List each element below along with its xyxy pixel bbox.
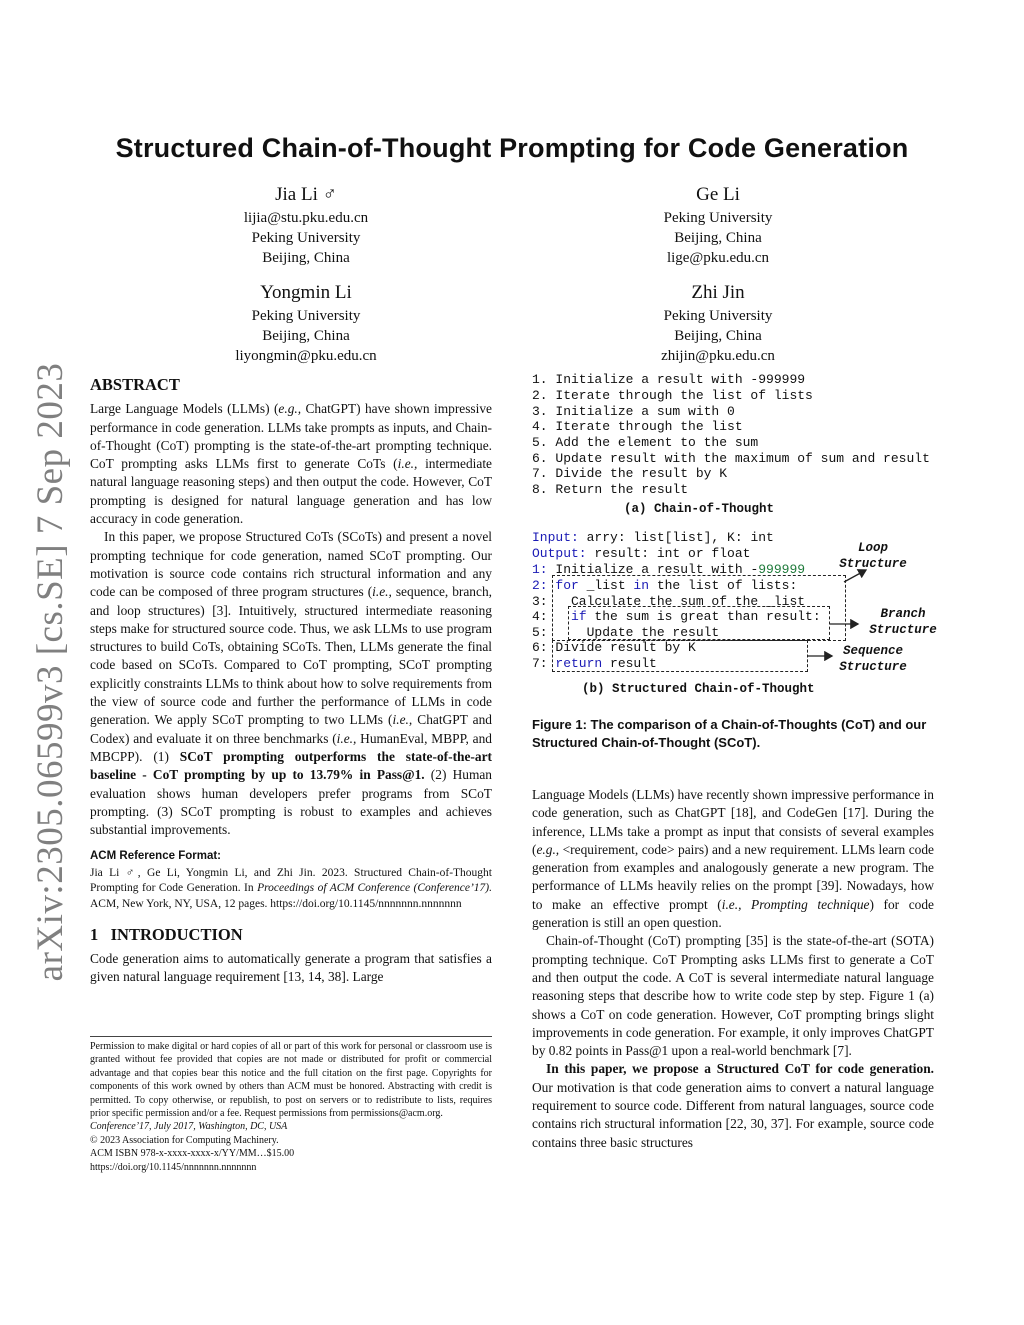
author-email[interactable]: lijia@stu.pku.edu.cn — [243, 210, 369, 226]
author-name: Ge Li — [696, 184, 740, 205]
author-block-4 — [568, 281, 868, 366]
acm-reference-heading: ACM Reference Format: — [90, 850, 221, 863]
abstract-heading: ABSTRACT — [90, 375, 180, 394]
figure-1 — [532, 372, 952, 702]
author-block-3 — [156, 281, 456, 366]
author-location: Beijing, China — [674, 230, 762, 246]
intro-paragraph-cot: Chain-of-Thought (CoT) prompting [35] is the state-of-the-art (SOTA) prompting technique. CoT Prompting asks LLMs first to generate a CoT and then output the code. A CoT is several intermediate natural language reasoning steps that describe how to write code step by step. Figure 1 (a) shows a CoT on code generation. However, CoT prompting brings slight improvements in code generation. For example, it only improves ChatGPT by 0.82 points in Pass@1 upon a real-world benchmark [7]. — [532, 933, 934, 1059]
loop-structure-label: Loop Structure — [839, 541, 907, 571]
left-column — [90, 376, 492, 986]
cot-step: 8. Return the result — [532, 482, 689, 497]
conference-line: Conference’17, July 2017, Washington, DC, USA — [90, 1121, 288, 1133]
copyright-line: © 2023 Association for Computing Machinery. — [90, 1134, 279, 1146]
intro-paragraph-proposal: In this paper, we propose a Structured CoT for code generation. Our motivation is that code generation aims to convert a natural language requirement to source code. Different from natural languages, source code contains rich structural information [22, 30, 37]. For example, source code contains three basic structures — [532, 1061, 934, 1150]
author-block-1 — [156, 183, 456, 268]
author-email[interactable]: lige@pku.edu.cn — [666, 250, 770, 266]
author-name: Yongmin Li — [260, 282, 352, 303]
isbn-line: ACM ISBN 978-x-xxxx-xxxx-x/YY/MM…$15.00 — [90, 1148, 295, 1160]
figure-1-caption: Figure 1: The comparison of a Chain-of-Thoughts (CoT) and our Structured Chain-of-Thought (SCoT). — [532, 717, 927, 750]
paper-title: Structured Chain-of-Thought Prompting for Code Generation — [115, 133, 909, 163]
branch-structure-label: Branch Structure — [869, 607, 937, 637]
abstract-paragraph-2: In this paper, we propose Structured CoTs (SCoTs) and present a novel prompting technique for code generation, named SCoT prompting. Our motivation is source code contains rich structural information and any code can be composed of three program structures (i.e., sequence, branch, and loop structures) [3]. Intuitively, structured intermediate reasoning steps make for structured source code. Thus, we ask LLMs to use program structures to build CoTs, obtaining SCoTs. Then, LLMs generate the final code based on SCoTs. Compared to CoT prompting, SCoT prompting explicitly constraints LLMs to think about how to solve requirements from the view of source code and further the performance of LLMs in code generation. We apply SCoT prompting to two LLMs (i.e., ChatGPT and Codex) and evaluate it on three benchmarks (i.e., HumanEval, MBPP, and MBCPP). (1) SCoT prompting outperforms the state-of-the-art baseline - CoT prompting by up to 13.79% in Pass@1. (2) Human evaluation shows human developers prefer programs from SCoT prompting. (3) SCoT prompting is robust to examples and achieves substantial improvements. — [90, 529, 493, 838]
intro-paragraph-continued: Language Models (LLMs) have recently shown impressive performance in code generation, such as ChatGPT [18], and CodeGen [17]. During the inference, LLMs take a prompt as input that consists of several examples (e.g., <requirement, code> pairs) and a new requirement. LLMs learn code generation from examples and analogously generate a new program. The performance of LLMs heavily relies on the prompt [39]. Nowadays, how to make an effective prompt (i.e., Prompting technique) for code generation is still an open question. — [532, 787, 934, 931]
cot-step: 5. Add the element to the sum — [532, 435, 759, 450]
acm-reference-text: Jia Li ♂, Ge Li, Yongmin Li, and Zhi Jin. 2023. Structured Chain-of-Thought Prompting for Code Generation. In Proceedings of ACM Conference (Conference’17). ACM, New York, NY, USA, 12 pages. https://doi.org/10.1145/nnnnnnn.nnnnnnn — [90, 866, 492, 910]
cot-subcaption: (a) Chain-of-Thought — [624, 502, 775, 516]
right-column — [532, 786, 934, 1152]
cot-step: 7. Divide the result by K — [532, 466, 728, 481]
scot-line-4: 4: if the sum is great than result: — [532, 609, 821, 624]
author-name: Zhi Jin — [691, 282, 745, 303]
doi-link[interactable]: https://doi.org/10.1145/nnnnnnn.nnnnnnn — [90, 1161, 257, 1173]
cot-step: 3. Initialize a sum with 0 — [532, 404, 735, 419]
abstract-paragraph-1: Large Language Models (LLMs) (e.g., ChatGPT) have shown impressive performance in code generation. LLMs take prompts as inputs, and Chain-of-Thought (CoT) prompting is the state-of-the-art prompting technique. CoT prompting asks LLMs first to generate CoTs (i.e., intermediate natural language reasoning steps) and then output the code. However, CoT prompting is designed for natural language generation and has low accuracy in code generation. — [90, 401, 493, 527]
scot-line-6: 6: Divide result by K — [532, 640, 696, 655]
author-location: Beijing, China — [262, 250, 350, 266]
cot-step: 2. Iterate through the list of lists — [532, 388, 813, 403]
author-name: Jia Li ♂ — [275, 184, 337, 205]
cot-step: 1. Initialize a result with -999999 — [532, 372, 806, 387]
scot-line-3: 3: Calculate the sum of the _list — [532, 594, 806, 609]
scot-line-7: 7: return result — [532, 656, 657, 671]
author-location: Beijing, China — [674, 328, 762, 344]
author-location: Beijing, China — [262, 328, 350, 344]
sequence-structure-label: Sequence Structure — [839, 644, 907, 674]
scot-output: Output: result: int or float — [532, 546, 751, 561]
author-affiliation: Peking University — [663, 210, 773, 226]
author-affiliation: Peking University — [251, 230, 361, 246]
scot-line-1: 1: Initialize a result with -999999 — [532, 562, 806, 577]
scot-line-5: 5: Update the result — [532, 625, 720, 640]
introduction-paragraph: Code generation aims to automatically generate a program that satisfies a given natural language requirement [13, 14, 38]. Large — [90, 950, 492, 984]
author-block-2 — [568, 183, 868, 268]
author-email[interactable]: liyongmin@pku.edu.cn — [235, 348, 377, 364]
scot-input: Input: arry: list[list], K: int — [532, 530, 774, 545]
scot-line-2: 2: for _list in the list of lists: — [532, 578, 798, 593]
author-affiliation: Peking University — [251, 308, 361, 324]
author-affiliation: Peking University — [663, 308, 773, 324]
permission-text: Permission to make digital or hard copies of all or part of this work for personal or classroom use is granted without fee provided that copies are not made or distributed for profit or commercial advantage and that copies bear this notice and the full citation on the first page. Copyrights for components of this work owned by others than ACM must be honored. Abstracting with credit is permitted. To copy otherwise, or republish, to post on servers or to redistribute to lists, requires prior specific permission and/or a fee. Request permissions from permissions@acm.org. — [90, 1041, 492, 1120]
cot-step: 4. Iterate through the list — [532, 419, 743, 434]
introduction-heading: 1 INTRODUCTION — [90, 925, 243, 945]
copyright-footnote — [90, 1036, 492, 1174]
scot-subcaption: (b) Structured Chain-of-Thought — [582, 682, 815, 696]
cot-step: 6. Update result with the maximum of sum and result — [532, 451, 930, 466]
author-email[interactable]: zhijin@pku.edu.cn — [661, 348, 775, 364]
arxiv-stamp: arXiv:2305.06599v3 [cs.SE] 7 Sep 2023 — [29, 362, 71, 982]
